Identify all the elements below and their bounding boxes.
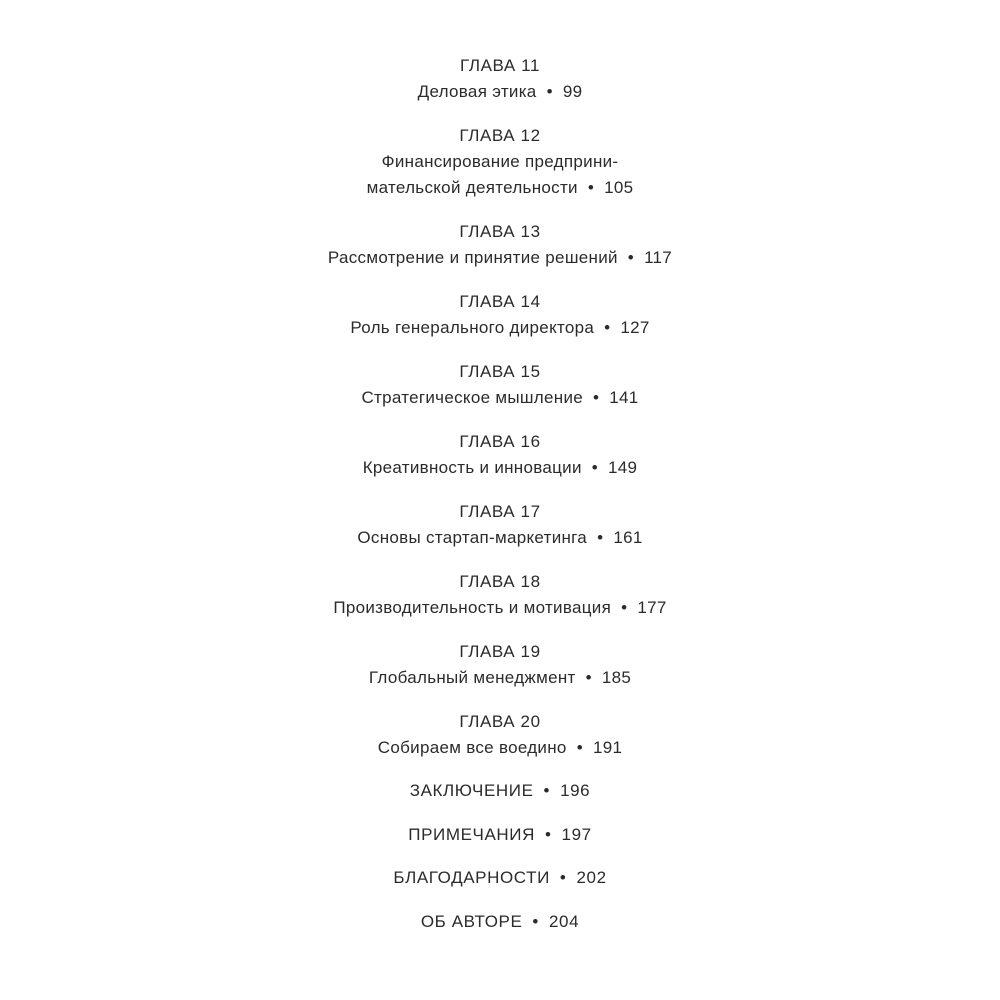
section-title: ПРИМЕЧАНИЯ: [408, 825, 535, 844]
chapter-title: Глобальный менеджмент: [368, 668, 576, 687]
chapter-label: ГЛАВА 20: [459, 712, 541, 731]
page-number: 185: [601, 668, 632, 687]
page-number: 105: [604, 178, 634, 197]
separator-dot: •: [627, 248, 635, 267]
chapter-label: ГЛАВА 15: [459, 362, 541, 381]
chapter-title: Деловая этика: [417, 82, 537, 101]
separator-dot: •: [591, 458, 599, 477]
section-entry[interactable]: [0, 824, 1000, 846]
separator-dot: •: [585, 668, 592, 687]
page-number: 127: [620, 318, 650, 337]
chapter-label: ГЛАВА 11: [459, 56, 541, 75]
section-title: ОБ АВТОРЕ: [420, 912, 523, 931]
separator-dot: •: [544, 825, 552, 844]
separator-dot: •: [559, 868, 567, 887]
page-number: 197: [561, 825, 592, 844]
page-number: 161: [613, 528, 643, 547]
chapter-entry[interactable]: [0, 247, 1000, 269]
chapter-title: Собираем все воедино: [377, 738, 567, 757]
chapter-entry[interactable]: [0, 667, 1000, 689]
section-title: БЛАГОДАРНОСТИ: [393, 868, 550, 887]
chapter-entry[interactable]: [0, 317, 1000, 339]
page-number: 99: [562, 82, 583, 101]
separator-dot: •: [532, 912, 539, 931]
chapter-title-line: Финансирование предприни-: [381, 152, 619, 171]
separator-dot: •: [597, 528, 604, 547]
chapter-label: ГЛАВА 12: [459, 126, 541, 145]
chapter-entry[interactable]: [0, 81, 1000, 103]
chapter-entry[interactable]: [0, 527, 1000, 549]
separator-dot: •: [621, 598, 628, 617]
separator-dot: •: [543, 781, 551, 800]
chapter-title: Креативность и инновации: [362, 458, 582, 477]
chapter-title: Роль генерального директора: [350, 318, 595, 337]
separator-dot: •: [604, 318, 611, 337]
page-number: 191: [592, 738, 623, 757]
separator-dot: •: [587, 178, 595, 197]
page-number: 149: [608, 458, 638, 477]
chapter-title: Стратегическое мышление: [361, 388, 584, 407]
separator-dot: •: [546, 82, 553, 101]
chapter-label: ГЛАВА 18: [459, 572, 541, 591]
chapter-title: Основы стартап-маркетинга: [357, 528, 588, 547]
section-title: ЗАКЛЮЧЕНИЕ: [409, 781, 534, 800]
section-entry[interactable]: [0, 911, 1000, 933]
page-number: 202: [576, 868, 607, 887]
chapter-entry[interactable]: [0, 737, 1000, 759]
page-number: 141: [609, 388, 639, 407]
page-number: 117: [644, 248, 673, 267]
chapter-entry[interactable]: [0, 597, 1000, 619]
separator-dot: •: [593, 388, 600, 407]
chapter-entry[interactable]: [0, 457, 1000, 479]
chapter-entry[interactable]: [0, 177, 1000, 199]
page-number: 196: [560, 781, 591, 800]
page-number: 204: [548, 912, 580, 931]
separator-dot: •: [576, 738, 583, 757]
chapter-title: мательской деятельности: [366, 178, 578, 197]
chapter-title: Производительность и мотивация: [333, 598, 612, 617]
chapter-label: ГЛАВА 14: [459, 292, 541, 311]
section-entry[interactable]: [0, 780, 1000, 802]
chapter-label: ГЛАВА 13: [459, 222, 541, 241]
chapter-label: ГЛАВА 17: [459, 502, 541, 521]
chapter-entry[interactable]: [0, 387, 1000, 409]
chapter-title: Рассмотрение и принятие решений: [327, 248, 618, 267]
chapter-label: ГЛАВА 19: [459, 642, 541, 661]
section-entry[interactable]: [0, 867, 1000, 889]
page-number: 177: [637, 598, 667, 617]
chapter-label: ГЛАВА 16: [459, 432, 541, 451]
